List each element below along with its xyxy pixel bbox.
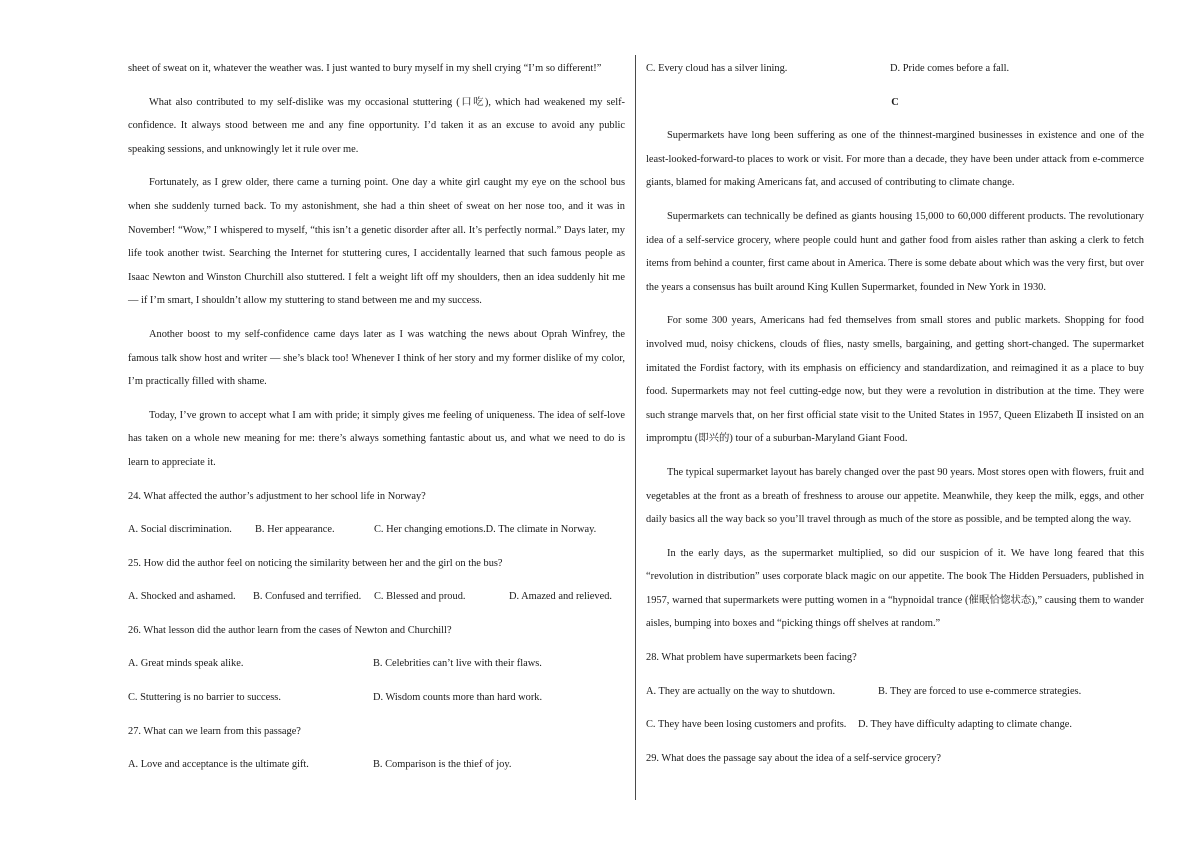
q28-option-d: D. They have difficulty adapting to climate change. [858,719,1072,731]
question-26: 26. What lesson did the author learn from the cases of Newton and Churchill? [128,624,452,636]
right-column [646,57,1144,849]
passage-c-paragraph-5: In the early days, as the supermarket multiplied, so did our suspicion of it. We have long feared that this “revolution in distribution” uses corporate black magic on our appetite. The book The Hidden Persuaders, published in 1957, warned that supermarkets were putting women in a “hypnoidal trance (催眠恰惚状态),” causing them to wander aisles, bumping into boxes and “picking things off shelves at random.” [646,547,1144,630]
q26-option-a: A. Great minds speak alike. [128,658,244,670]
passage-b-paragraph-continued: sheet of sweat on it, whatever the weather was. I just wanted to bury myself in my shell crying “I’m so different!” [128,63,602,74]
question-27-options-row2 [646,57,1144,81]
q28-option-a: A. They are actually on the way to shutdown. [646,685,836,697]
passage-b-paragraph-stuttering: What also contributed to my self-dislike was my occasional stuttering (口吃), which had weakened my self-confidence. It always stood between me and any fine opportunity. I’d taken it as an excuse to avoid any public speaking sessions, and unknowingly let it rule over me. [128,96,625,155]
q26-option-b: B. Celebrities can’t live with their flaws. [373,658,542,670]
passage-c-paragraph-4: The typical supermarket layout has barely changed over the past 90 years. Most stores open with flowers, fruit and vegetables at the front as a breath of freshness to arouse our appetite. Meanwhile, they keep the milk, eggs, and other daily basics all the way back so you’ll travel through as much of the store as possible, and be tempted along the way. [646,466,1144,526]
question-24-options [128,518,625,542]
left-column [128,57,625,849]
q24-option-c-d: C. Her changing emotions.D. The climate in Norway. [374,524,597,536]
passage-c-paragraph-1: Supermarkets have long been suffering as one of the thinnest-margined businesses in existence and one of the least-looked-forward-to places to work or visit. For more than a decade, they have been under attack from e-commerce giants, blamed for making Americans fat, and accused of contributing to climate change. [646,130,1144,189]
question-25: 25. How did the author feel on noticing the similarity between her and the girl on the bus? [128,557,503,569]
q26-option-d: D. Wisdom counts more than hard work. [373,692,543,704]
q25-option-d: D. Amazed and relieved. [509,591,612,603]
question-28-options-row1 [646,680,1144,704]
question-26-options-row1 [128,652,625,676]
question-29: 29. What does the passage say about the idea of a self-service grocery? [646,752,941,764]
passage-c-paragraph-3: For some 300 years, Americans had fed themselves from small stores and public markets. Shopping for food involved mud, noisy chickens, clouds of flies, nasty smells, bargaining, and getting short-changed. The supermarket imitated the Fordist factory, with its emphasis on efficiency and standardization, and reimagined it as a place to buy food. Supermarkets may not feel cutting-edge now, but they were a revolution in distribution at the time. They were such strange marvels that, on her first official state visit to the United States in 1957, Queen Elizabeth Ⅱ insisted on an impromptu (即兴的) tour of a suburban-Maryland Giant Food. [646,315,1144,445]
question-26-options-row2 [128,686,625,710]
q27-option-a: A. Love and acceptance is the ultimate gift. [128,759,309,771]
question-25-options [128,585,625,609]
question-28: 28. What problem have supermarkets been facing? [646,652,857,664]
q27-option-c: C. Every cloud has a silver lining. [646,63,788,74]
question-27-options-row1 [128,753,625,777]
q25-option-b: B. Confused and terrified. [253,591,362,603]
q24-option-b: B. Her appearance. [255,524,335,536]
q25-option-c: C. Blessed and proud. [374,591,466,603]
q26-option-c: C. Stuttering is no barrier to success. [128,692,281,704]
passage-b-paragraph-turning-point: Fortunately, as I grew older, there came a turning point. One day a white girl caught my eye on the school bus when she suddenly turned back. To my astonishment, she had a thin sheet of sweat on her nose too, and it was in November! “Wow,” I whispered to myself, “this isn’t a genetic disorder after all. It’s perfectly normal.” Days later, my life took another twist. Searching the Internet for stuttering cures, I accidentally learned that such famous people as Isaac Newton and Winston Churchill also stuttered. I felt a weight lift off my shoulders, then an idea suddenly hit me — if I’m smart, I shouldn’t allow my stuttering to stand between me and my success. [128,177,625,307]
q27-option-d: D. Pride comes before a fall. [890,63,1010,74]
passage-b-paragraph-oprah: Another boost to my self-confidence came days later as I was watching the news about Oprah Winfrey, the famous talk show host and writer — she’s black too! Whenever I think of her story and my former dislike of my color, I’m practically filled with shame. [128,328,625,388]
q24-option-a: A. Social discrimination. [128,524,232,536]
q25-option-a: A. Shocked and ashamed. [128,591,236,603]
section-title: C [891,96,899,108]
q28-option-c: C. They have been losing customers and profits. [646,719,847,731]
q27-option-b: B. Comparison is the thief of joy. [373,759,512,771]
question-24: 24. What affected the author’s adjustment to her school life in Norway? [128,490,426,502]
column-divider [635,55,636,800]
q28-option-b: B. They are forced to use e-commerce strategies. [878,685,1082,697]
question-27: 27. What can we learn from this passage? [128,725,301,737]
passage-b-paragraph-self-love: Today, I’ve grown to accept what I am with pride; it simply gives me feeling of uniqueness. The idea of self-love has taken on a whole new meaning for me: there’s always something fantastic about us, and what we need to do is learn to appreciate it. [128,409,625,468]
passage-c-paragraph-2: Supermarkets can technically be defined as giants housing 15,000 to 60,000 different products. The revolutionary idea of a self-service grocery, where people could hunt and gather food from aisles rather than asking a clerk to fetch items from behind a counter, first came about in America. There is some debate about which was the very first, but over the years a consensus has built around King Kullen Supermarket, founded in New York in 1930. [646,210,1144,293]
question-28-options-row2 [646,713,1144,737]
